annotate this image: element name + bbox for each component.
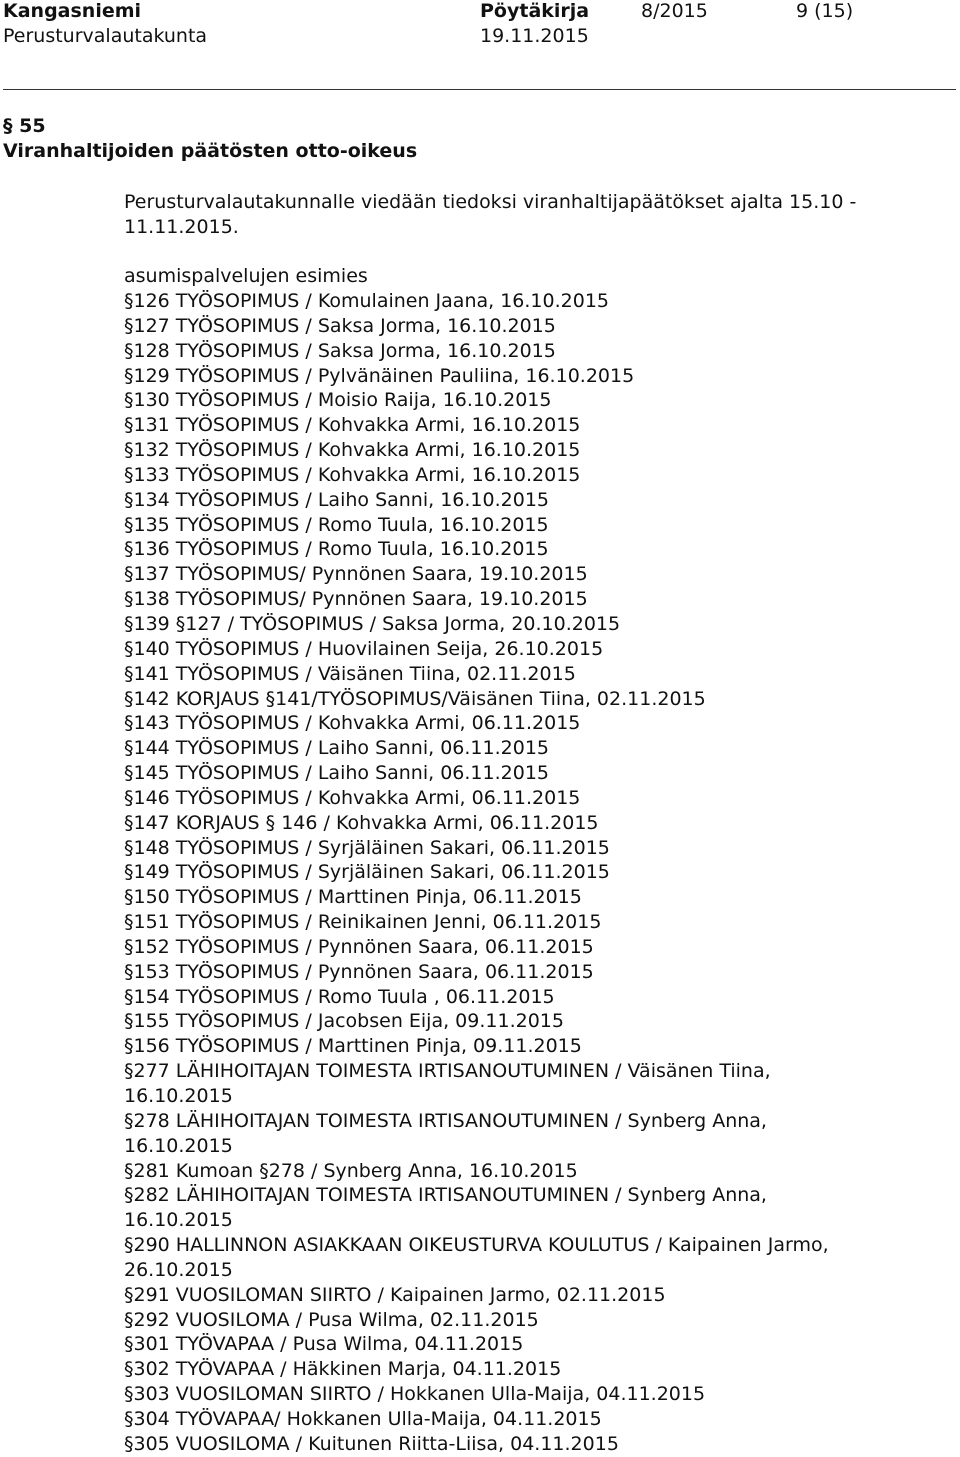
decision-line: §154 TYÖSOPIMUS / Romo Tuula , 06.11.2015 <box>124 985 555 1008</box>
intro-line: 11.11.2015. <box>124 215 239 238</box>
document-type: Pöytäkirja <box>480 0 590 22</box>
decision-line: §151 TYÖSOPIMUS / Reinikainen Jenni, 06.11.2015 <box>124 911 602 934</box>
decision-line: §127 TYÖSOPIMUS / Saksa Jorma, 16.10.2015 <box>124 314 556 337</box>
decision-line: §143 TYÖSOPIMUS / Kohvakka Armi, 06.11.2015 <box>124 712 581 735</box>
section-title: Viranhaltijoiden päätösten otto-oikeus <box>3 140 418 162</box>
page-number: 9 (15) <box>796 0 854 22</box>
decision-line: §303 VUOSILOMAN SIIRTO / Hokkanen Ulla-Maija, 04.11.2015 <box>124 1383 706 1406</box>
decision-line: §138 TYÖSOPIMUS/ Pynnönen Saara, 19.10.2015 <box>124 588 588 611</box>
decision-line: §146 TYÖSOPIMUS / Kohvakka Armi, 06.11.2015 <box>124 786 581 809</box>
decision-line: 26.10.2015 <box>124 1258 233 1281</box>
decision-line: §148 TYÖSOPIMUS / Syrjäläinen Sakari, 06.11.2015 <box>124 836 610 859</box>
decision-line: §291 VUOSILOMAN SIIRTO / Kaipainen Jarmo, 02.11.2015 <box>124 1283 666 1306</box>
decision-line: 16.10.2015 <box>124 1085 233 1107</box>
decision-line: §304 TYÖVAPAA/ Hokkanen Ulla-Maija, 04.11.2015 <box>124 1407 602 1430</box>
decision-line: §140 TYÖSOPIMUS / Huovilainen Seija, 26.10.2015 <box>124 637 604 660</box>
intro-paragraph <box>124 190 856 240</box>
decision-line: §131 TYÖSOPIMUS / Kohvakka Armi, 16.10.2015 <box>124 414 581 437</box>
decision-line: §149 TYÖSOPIMUS / Syrjäläinen Sakari, 06.11.2015 <box>124 861 610 884</box>
document-number: 8/2015 <box>641 0 708 22</box>
decision-list <box>124 289 829 1457</box>
decision-line: §130 TYÖSOPIMUS / Moisio Raija, 16.10.2015 <box>124 389 552 412</box>
decision-line: §142 KORJAUS §141/TYÖSOPIMUS/Väisänen Tiina, 02.11.2015 <box>124 687 706 710</box>
decision-line: §278 LÄHIHOITAJAN TOIMESTA IRTISANOUTUMINEN / Synberg Anna, <box>124 1109 767 1132</box>
intro-line: Perusturvalautakunnalle viedään tiedoksi viranhaltijapäätökset ajalta 15.10 - <box>124 191 857 213</box>
decision-line: §136 TYÖSOPIMUS / Romo Tuula, 16.10.2015 <box>124 538 549 561</box>
decision-line: §147 KORJAUS § 146 / Kohvakka Armi, 06.11.2015 <box>124 811 599 834</box>
decision-line: §132 TYÖSOPIMUS / Kohvakka Armi, 16.10.2015 <box>124 439 581 462</box>
decision-line: §133 TYÖSOPIMUS / Kohvakka Armi, 16.10.2015 <box>124 463 581 486</box>
decision-line: §290 HALLINNON ASIAKKAAN OIKEUSTURVA KOULUTUS / Kaipainen Jarmo, <box>124 1234 829 1257</box>
header-divider <box>3 89 956 90</box>
decision-line: §145 TYÖSOPIMUS / Laiho Sanni, 06.11.2015 <box>124 762 549 785</box>
decision-line: §126 TYÖSOPIMUS / Komulainen Jaana, 16.10.2015 <box>124 290 609 312</box>
decision-line: §301 TYÖVAPAA / Pusa Wilma, 04.11.2015 <box>124 1333 524 1356</box>
decision-line: §137 TYÖSOPIMUS/ Pynnönen Saara, 19.10.2015 <box>124 563 588 586</box>
meeting-date: 19.11.2015 <box>480 25 589 47</box>
unit-title: asumispalvelujen esimies <box>124 265 368 287</box>
decision-line: §152 TYÖSOPIMUS / Pynnönen Saara, 06.11.2015 <box>124 935 594 958</box>
decision-line: §150 TYÖSOPIMUS / Marttinen Pinja, 06.11.2015 <box>124 886 582 909</box>
decision-line: §305 VUOSILOMA / Kuitunen Riitta-Liisa, 04.11.2015 <box>124 1432 619 1455</box>
decision-line: §153 TYÖSOPIMUS / Pynnönen Saara, 06.11.2015 <box>124 960 594 983</box>
decision-line: §129 TYÖSOPIMUS / Pylvänäinen Pauliina, 16.10.2015 <box>124 364 635 387</box>
decision-line: §156 TYÖSOPIMUS / Marttinen Pinja, 09.11.2015 <box>124 1035 582 1058</box>
decision-line: §135 TYÖSOPIMUS / Romo Tuula, 16.10.2015 <box>124 513 549 536</box>
decision-line: §292 VUOSILOMA / Pusa Wilma, 02.11.2015 <box>124 1308 539 1331</box>
decision-line: §128 TYÖSOPIMUS / Saksa Jorma, 16.10.2015 <box>124 339 556 362</box>
decision-line: §302 TYÖVAPAA / Häkkinen Marja, 04.11.2015 <box>124 1358 562 1381</box>
decision-line: 16.10.2015 <box>124 1134 233 1157</box>
decision-line: §282 LÄHIHOITAJAN TOIMESTA IRTISANOUTUMINEN / Synberg Anna, <box>124 1184 767 1207</box>
decision-line: §141 TYÖSOPIMUS / Väisänen Tiina, 02.11.2015 <box>124 662 576 685</box>
decision-line: §277 LÄHIHOITAJAN TOIMESTA IRTISANOUTUMINEN / Väisänen Tiina, <box>124 1060 771 1083</box>
decision-line: §134 TYÖSOPIMUS / Laiho Sanni, 16.10.2015 <box>124 488 549 511</box>
decision-line: 16.10.2015 <box>124 1209 233 1232</box>
section-number: § 55 <box>3 115 46 137</box>
decision-line: §144 TYÖSOPIMUS / Laiho Sanni, 06.11.2015 <box>124 737 549 760</box>
organization-name: Kangasniemi <box>3 0 142 22</box>
decision-line: §155 TYÖSOPIMUS / Jacobsen Eija, 09.11.2015 <box>124 1010 564 1033</box>
decision-line: §281 Kumoan §278 / Synberg Anna, 16.10.2015 <box>124 1159 578 1182</box>
decision-line: §139 §127 / TYÖSOPIMUS / Saksa Jorma, 20.10.2015 <box>124 612 621 635</box>
board-name: Perusturvalautakunta <box>3 25 208 47</box>
